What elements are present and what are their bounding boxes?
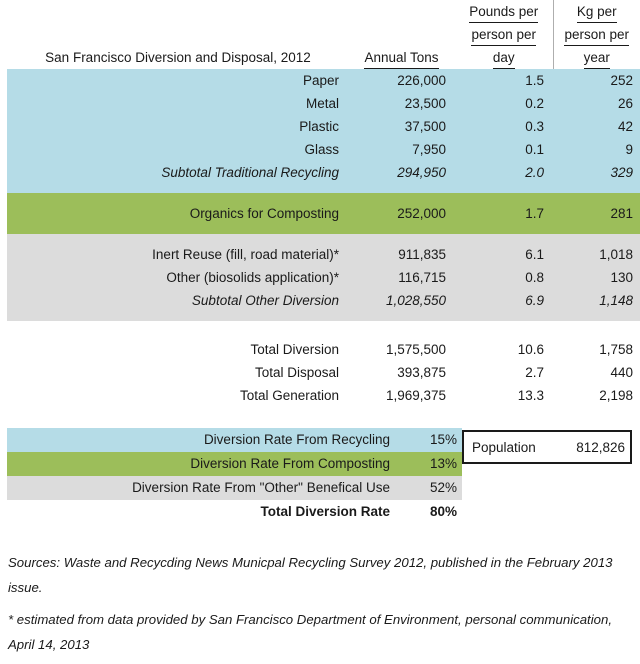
row-lbs: 2.7: [455, 361, 553, 384]
rate-value: 52%: [400, 476, 462, 500]
total-disposal-row: [0, 361, 640, 384]
estimate-footnote: * estimated from data provided by San Francisco Department of Environment, personal communication, April 14, 2013: [8, 612, 612, 652]
band-spacer-blue: [0, 184, 640, 193]
header-lbs-line3: [455, 46, 553, 69]
row-lbs: 6.9: [455, 289, 553, 312]
population-label: Population: [472, 440, 536, 455]
row-kg: 42: [553, 115, 640, 138]
band-spacer-gray-bottom: [0, 312, 640, 321]
header-kg-line2: [553, 23, 640, 46]
totals-gap: [0, 407, 640, 428]
header-kg-line3: [553, 46, 640, 69]
row-lbs: 13.3: [455, 384, 553, 407]
row-kg: 9: [553, 138, 640, 161]
header-row-2: [0, 23, 640, 46]
rate-label: Diversion Rate From "Other" Benefical Use: [0, 476, 400, 500]
section-gap: [0, 321, 640, 338]
rate-row-total: [0, 500, 640, 524]
row-tons: 252,000: [348, 202, 455, 225]
row-label: Subtotal Other Diversion: [0, 289, 348, 312]
header-lbs-line1-text: Pounds per: [469, 3, 538, 23]
left-gutter: [0, 0, 7, 530]
table-row: [0, 92, 640, 115]
row-lbs: 1.7: [455, 202, 553, 225]
population-value: 812,826: [576, 440, 625, 455]
row-lbs: 10.6: [455, 338, 553, 361]
row-lbs: 2.0: [455, 161, 553, 184]
page-title: San Francisco Diversion and Disposal, 2012: [45, 50, 311, 65]
row-kg: 440: [553, 361, 640, 384]
band-spacer-green-top: [0, 193, 640, 202]
table-row: [0, 243, 640, 266]
rate-label: Diversion Rate From Recycling: [0, 428, 400, 452]
header-kg-line1: [553, 0, 640, 23]
header-blank-2: [348, 0, 455, 23]
rate-label: Diversion Rate From Composting: [0, 452, 400, 476]
row-kg: 281: [553, 202, 640, 225]
row-lbs: 1.5: [455, 69, 553, 92]
rate-value: 80%: [429, 504, 457, 519]
band-spacer-green-bottom: [0, 225, 640, 234]
header-row-3: [0, 46, 640, 69]
header-blank-3: [0, 23, 348, 46]
table-row: [0, 266, 640, 289]
row-lbs: 6.1: [455, 243, 553, 266]
total-diversion-row: [0, 338, 640, 361]
row-tons: 911,835: [348, 243, 455, 266]
row-tons: 1,969,375: [348, 384, 455, 407]
row-kg: 2,198: [553, 384, 640, 407]
rate-label: Total Diversion Rate: [260, 504, 390, 519]
table-row-composting: [0, 202, 640, 225]
row-kg: 130: [553, 266, 640, 289]
row-tons: 23,500: [348, 92, 455, 115]
row-label: Total Generation: [0, 384, 348, 407]
row-label: Paper: [0, 69, 348, 92]
row-kg: 1,148: [553, 289, 640, 312]
row-label: Inert Reuse (fill, road material)*: [0, 243, 348, 266]
row-kg: 1,018: [553, 243, 640, 266]
row-tons: 1,028,550: [348, 289, 455, 312]
table-row: [0, 69, 640, 92]
row-label: Total Diversion: [0, 338, 348, 361]
row-tons: 294,950: [348, 161, 455, 184]
row-tons: 7,950: [348, 138, 455, 161]
header-annual-tons: [348, 46, 455, 69]
row-lbs: 0.1: [455, 138, 553, 161]
row-lbs: 0.8: [455, 266, 553, 289]
row-tons: 116,715: [348, 266, 455, 289]
header-lbs-line2-text: person per: [471, 26, 536, 46]
row-label: Other (biosolids application)*: [0, 266, 348, 289]
subtotal-row-other: [0, 289, 640, 312]
rate-spacer: [462, 500, 640, 524]
header-kg-line1-text: Kg per: [577, 3, 617, 23]
header-blank-4: [348, 23, 455, 46]
header-kg-line2-text: person per: [564, 26, 629, 46]
row-kg: 329: [553, 161, 640, 184]
rate-value: 15%: [400, 428, 462, 452]
table-row: [0, 115, 640, 138]
row-tons: 226,000: [348, 69, 455, 92]
row-tons: 37,500: [348, 115, 455, 138]
header-blank-1: [0, 0, 348, 23]
row-label: Plastic: [0, 115, 348, 138]
row-kg: 1,758: [553, 338, 640, 361]
row-kg: 252: [553, 69, 640, 92]
row-lbs: 0.2: [455, 92, 553, 115]
row-label: Metal: [0, 92, 348, 115]
row-label: Glass: [0, 138, 348, 161]
rate-spacer: [462, 476, 640, 500]
rate-row-other: [0, 476, 640, 500]
row-lbs: 0.3: [455, 115, 553, 138]
rate-value: 13%: [400, 452, 462, 476]
header-kg-line3-text: year: [584, 49, 610, 69]
total-generation-row: [0, 384, 640, 407]
row-tons: 393,875: [348, 361, 455, 384]
header-lbs-line1: [455, 0, 553, 23]
row-kg: 26: [553, 92, 640, 115]
header-lbs-line3-text: day: [493, 49, 515, 69]
row-label: Subtotal Traditional Recycling: [0, 161, 348, 184]
subtotal-row-recycling: [0, 161, 640, 184]
footnotes: [8, 550, 618, 664]
header-row-1: [0, 0, 640, 23]
row-label: Total Disposal: [0, 361, 348, 384]
header-lbs-line2: [455, 23, 553, 46]
population-box: [462, 430, 632, 464]
table-row: [0, 138, 640, 161]
sources-note: Sources: Waste and Recycding News Municpal Recycling Survey 2012, published in the February 2013 issue.: [8, 555, 613, 595]
row-tons: 1,575,500: [348, 338, 455, 361]
row-label: Organics for Composting: [0, 202, 348, 225]
header-annual-tons-text: Annual Tons: [364, 49, 438, 69]
band-spacer-gray-top: [0, 234, 640, 243]
